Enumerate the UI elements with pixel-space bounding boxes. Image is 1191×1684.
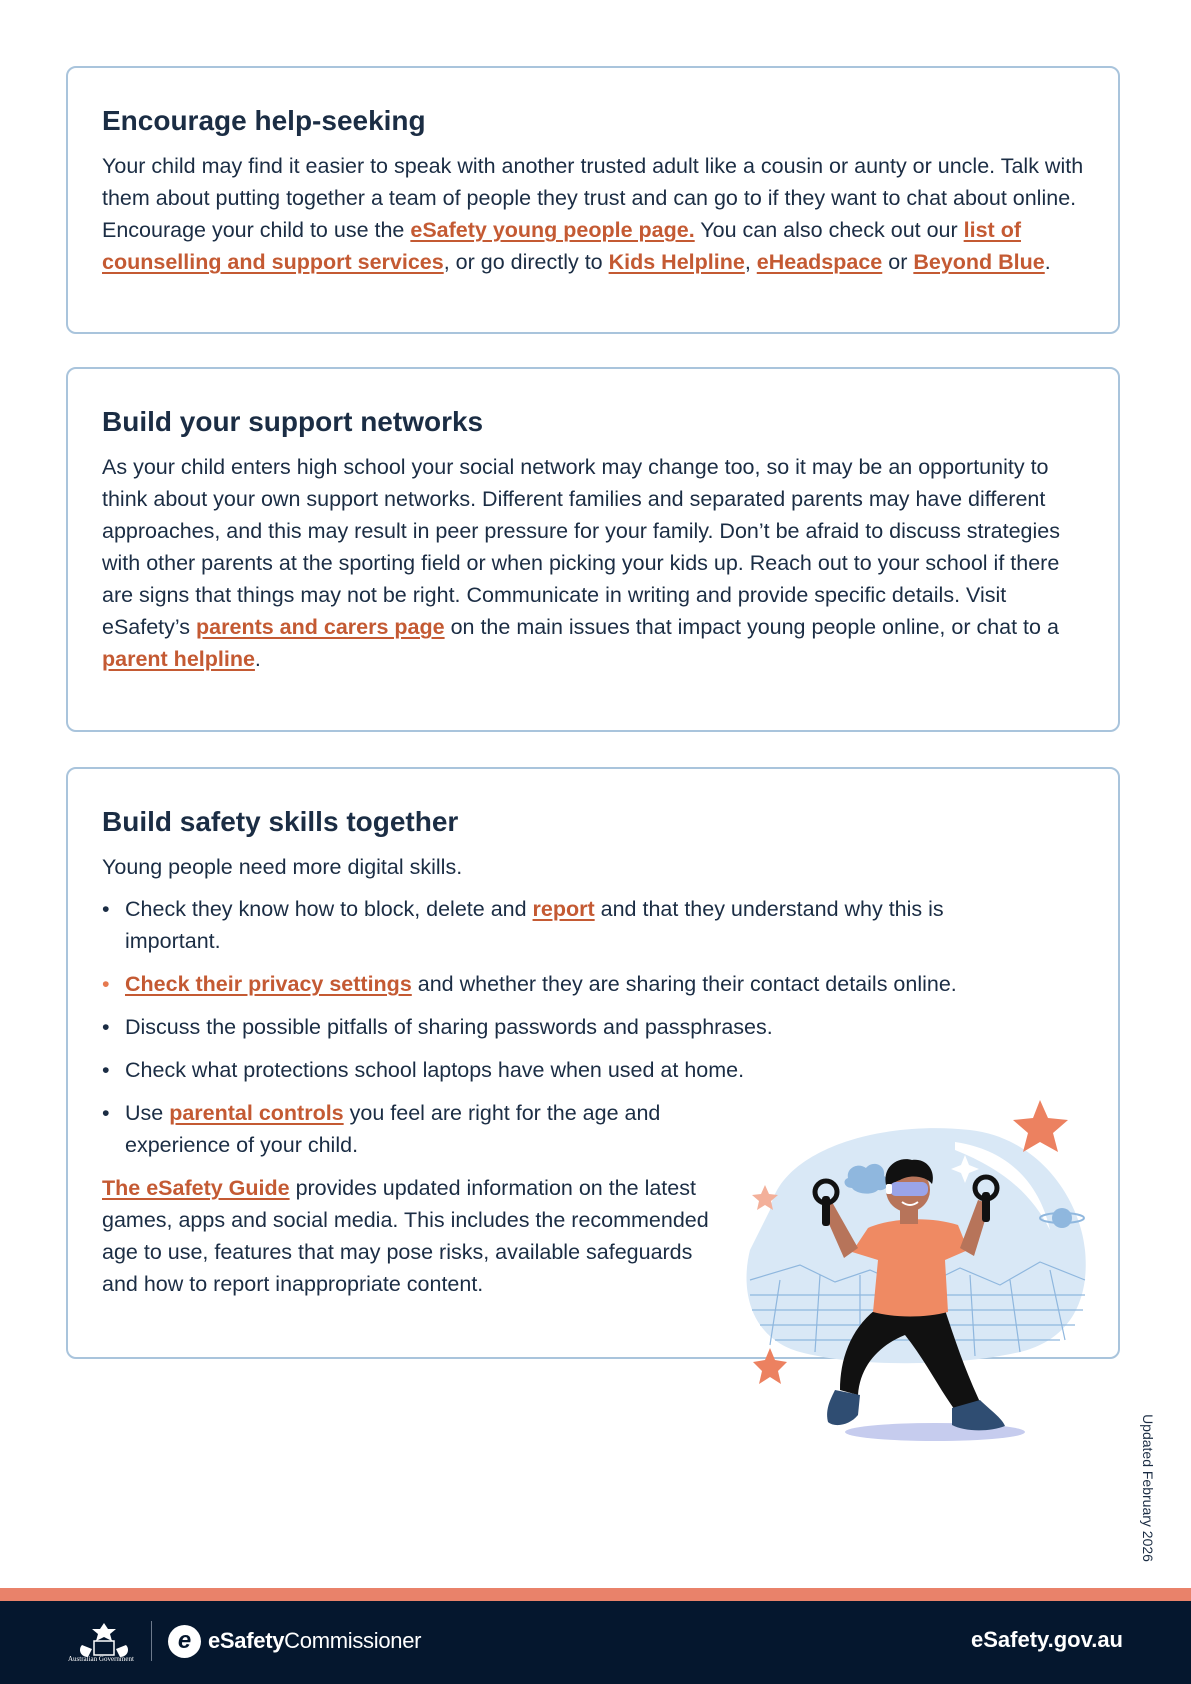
list-item: • Check what protections school laptops have when used at home. [102,1054,1084,1086]
list-item: • Use parental controls you feel are right for the age and experience of your child. [102,1097,732,1161]
footer-stripe [0,1588,1191,1601]
list-item: • Check they know how to block, delete and report and that they understand why this is important. [102,893,1042,957]
support-networks-card [66,367,1120,732]
parental-controls-link[interactable]: parental controls [169,1101,344,1125]
brand-bold-text: eSafety [208,1628,285,1653]
bullet-marker: • [102,897,110,921]
esafety-e-icon: e [168,1625,201,1658]
brand-light-text: Commissioner [284,1628,422,1653]
counselling-services-link[interactable]: list of counselling and support services [102,218,1021,274]
gov-label: Australian Government [68,1655,134,1663]
help-seeking-paragraph: Your child may find it easier to speak with another trusted adult like a cousin or aunty or uncle. Talk with them about putting together a team of people they trust and can go to if they want to chat about online. Encourage your child to use the eSafety young people page. You can also check out our list of counselling and support services, or go directly to Kids Helpline, eHeadspace or Beyond Blue. [102,154,1084,274]
star-icon [1013,1100,1068,1152]
list-item: • Discuss the possible pitfalls of sharing passwords and passphrases. [102,1011,1084,1043]
privacy-settings-link[interactable]: Check their privacy settings [125,972,412,996]
vr-child-illustration [740,1090,1090,1450]
esafety-commissioner-logo[interactable] [168,1623,421,1659]
esafety-guide-link[interactable]: The eSafety Guide [102,1176,290,1200]
list-item: • Check their privacy settings and whether they are sharing their contact details online. [102,968,1084,1000]
shoe-icon [827,1390,860,1425]
bullet-marker: • [102,972,110,996]
footer [0,1601,1191,1684]
esafety-young-people-link[interactable]: eSafety young people page. [410,218,695,242]
report-link[interactable]: report [532,897,595,921]
help-seeking-heading: Encourage help-seeking [102,105,426,136]
safety-skills-heading: Build safety skills together [102,806,459,837]
vr-headset-icon [890,1182,928,1196]
esafety-site-link[interactable]: eSafety.gov.au [970,1627,1123,1652]
parents-carers-page-link[interactable]: parents and carers page [196,615,445,639]
eheadspace-link[interactable]: eHeadspace [756,250,883,274]
esafety-guide-paragraph: The eSafety Guide provides updated information on the latest games, apps and social media. This includes the recommended age to use, features that may pose risks, available safeguards and how to report inappropriate content. [102,1176,709,1296]
bullet-marker: • [102,1058,110,1082]
help-seeking-card [66,66,1120,334]
bullet-marker: • [102,1101,110,1125]
support-networks-heading: Build your support networks [102,406,484,437]
footer-divider [151,1621,152,1661]
support-networks-paragraph: As your child enters high school your social network may change too, so it may be an opportunity to think about your own support networks. Different families and separated parents may have different approaches, and this may result in peer pressure for your family. Don’t be afraid to discuss strategies with other parents at the sporting field or when picking your kids up. Reach out to your school if there are signs that things may not be right. Communicate in writing and provide specific details. Visit eSafety’s parents and carers page on the main issues that impact young people online, or chat to a parent helpline. [102,455,1060,671]
bullet-marker: • [102,1015,110,1039]
safety-skills-intro: Young people need more digital skills. [102,855,463,879]
updated-date: Updated February 2026 [1140,1414,1156,1562]
beyond-blue-link[interactable]: Beyond Blue [913,250,1045,274]
parent-helpline-link[interactable]: parent helpline [102,647,255,671]
kids-helpline-link[interactable]: Kids Helpline [608,250,745,274]
star-icon [753,1348,787,1384]
